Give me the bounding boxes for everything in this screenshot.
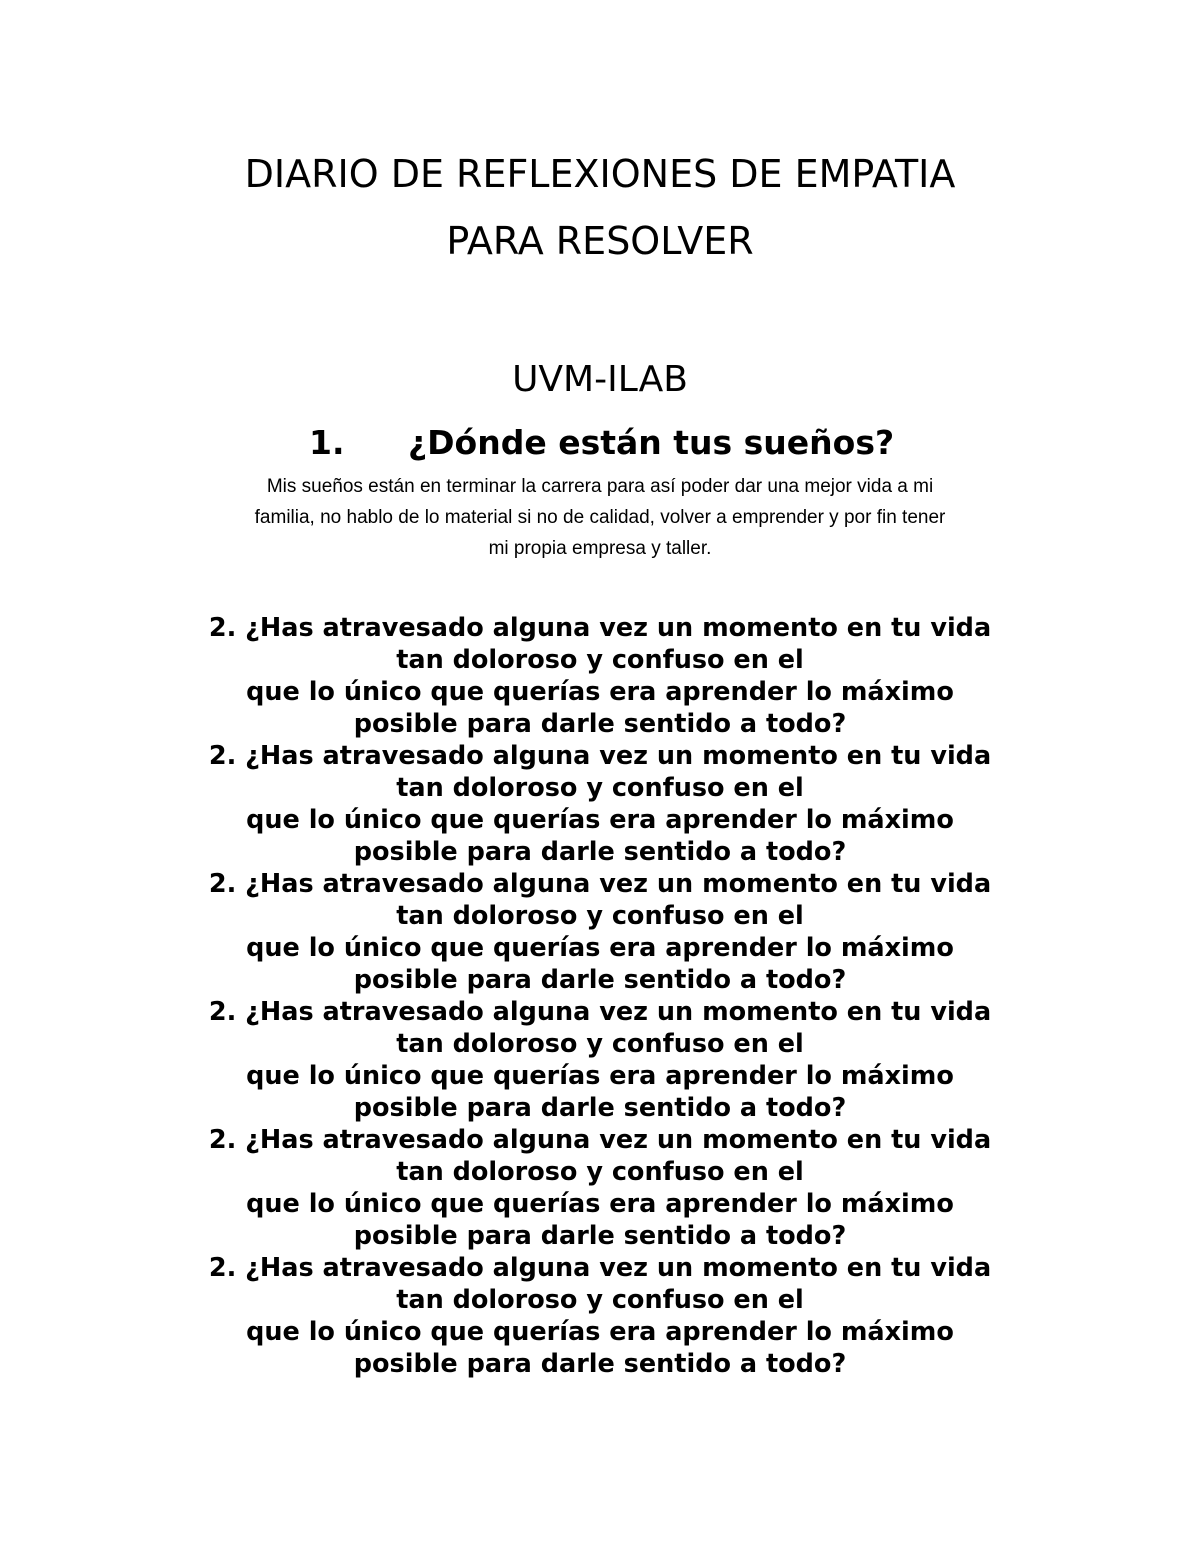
answer-1-line: mi propia empresa y taller.: [488, 538, 712, 559]
answer-1-paragraph: [0, 471, 1200, 564]
question-2-line: que lo único que querías era aprender lo máximo: [246, 677, 954, 707]
question-2-line: tan doloroso y confuso en el: [396, 1285, 804, 1315]
question-1-text: ¿Dónde están tus sueños?: [408, 423, 895, 462]
document-title-line-2: PARA RESOLVER: [446, 219, 754, 263]
question-2-line: tan doloroso y confuso en el: [396, 645, 804, 675]
question-2-line: tan doloroso y confuso en el: [396, 773, 804, 803]
question-1-number: 1.: [309, 423, 345, 462]
answer-1-line: Mis sueños están en terminar la carrera para así poder dar una mejor vida a mi: [266, 476, 934, 497]
question-2-paragraph: [0, 868, 1200, 996]
question-2-line: 2. ¿Has atravesado alguna vez un momento en tu vida: [208, 1253, 992, 1283]
document-title-line-1: DIARIO DE REFLEXIONES DE EMPATIA: [244, 152, 956, 196]
question-2-line: que lo único que querías era aprender lo máximo: [246, 933, 954, 963]
question-2-line: 2. ¿Has atravesado alguna vez un momento en tu vida: [208, 997, 992, 1027]
question-2-line: posible para darle sentido a todo?: [353, 1349, 847, 1379]
question-2-line: tan doloroso y confuso en el: [396, 1157, 804, 1187]
question-2-repeated-block: [0, 612, 1200, 1380]
question-2-paragraph: [0, 740, 1200, 868]
question-2-line: 2. ¿Has atravesado alguna vez un momento en tu vida: [208, 741, 992, 771]
answer-1-line: familia, no hablo de lo material si no de calidad, volver a emprender y por fin tener: [254, 507, 946, 528]
question-2-line: tan doloroso y confuso en el: [396, 901, 804, 931]
question-2-line: posible para darle sentido a todo?: [353, 837, 847, 867]
question-2-paragraph: [0, 996, 1200, 1124]
question-2-line: que lo único que querías era aprender lo máximo: [246, 805, 954, 835]
question-2-line: tan doloroso y confuso en el: [396, 1029, 804, 1059]
question-2-paragraph: [0, 1252, 1200, 1380]
question-2-line: 2. ¿Has atravesado alguna vez un momento en tu vida: [208, 613, 992, 643]
question-2-line: que lo único que querías era aprender lo máximo: [246, 1317, 954, 1347]
question-2-line: posible para darle sentido a todo?: [353, 709, 847, 739]
document-subtitle: UVM-ILAB: [512, 359, 688, 400]
question-2-paragraph: [0, 612, 1200, 740]
question-2-paragraph: [0, 1124, 1200, 1252]
question-2-line: posible para darle sentido a todo?: [353, 1093, 847, 1123]
question-2-line: posible para darle sentido a todo?: [353, 965, 847, 995]
question-2-line: que lo único que querías era aprender lo máximo: [246, 1189, 954, 1219]
question-2-line: 2. ¿Has atravesado alguna vez un momento en tu vida: [208, 869, 992, 899]
question-2-line: posible para darle sentido a todo?: [353, 1221, 847, 1251]
question-2-line: 2. ¿Has atravesado alguna vez un momento en tu vida: [208, 1125, 992, 1155]
question-2-line: que lo único que querías era aprender lo máximo: [246, 1061, 954, 1091]
